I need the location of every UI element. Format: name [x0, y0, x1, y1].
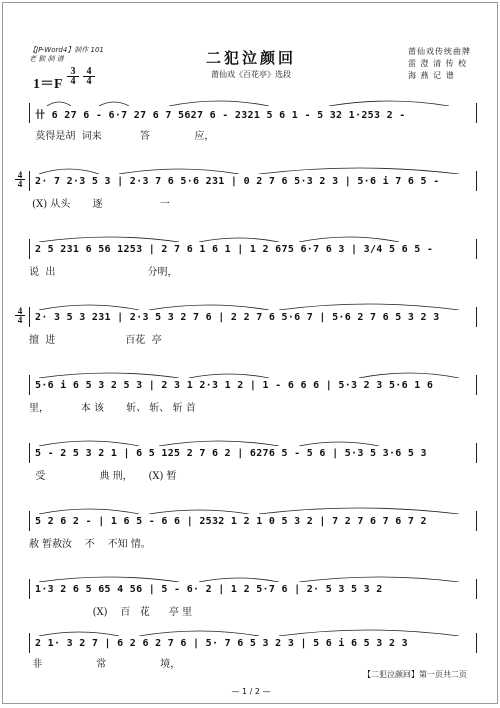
lyrics-line: 擅 进 百花 亭 — [29, 335, 162, 345]
lyrics-line: 莫得是胡 词来 答 应， — [29, 131, 215, 141]
page-number: — 1 / 2 — — [231, 687, 271, 696]
notation-line: 2· 7 2·3 5 3 | 2·3 7 6 5·6 231 | 0 2 7 6 5·3 2 3 | 5·6 i 7 6 5 - — [29, 171, 477, 191]
page-footer-note: 【二犯泣颜回】第一页共二页 — [363, 670, 467, 679]
notation-line: 5 2 6 2 - | 1 6 5 - 6 6 | 2532 1 2 1 0 5 3 2 | 7 2 7 6 7 6 7 2 — [29, 511, 477, 531]
credit-proofreader: 雷 澄 清 传 校 — [408, 59, 468, 68]
lyrics-line: (X) 百 花 亭 里 — [29, 607, 192, 617]
notation-line: 2 1· 3 2 7 | 6 2 6 2 7 6 | 5· 7 6 5 3 2 3 | 5 6 i 6 5 3 2 3 — [29, 633, 477, 653]
lyrics-line: 受 典 刑， (X) 暂 — [29, 471, 177, 481]
credit-origin: 莆仙戏传统曲牌 — [408, 47, 471, 56]
key-signature: 1＝F — [33, 77, 63, 92]
lyrics-line: 里， 本 该 斩、 斩、 斩 首 — [29, 403, 196, 413]
system-time-signature: 4 4 — [15, 307, 25, 324]
lyrics-line: 说 出 分明， — [29, 267, 178, 277]
credit-transcriber: 海 燕 记 谱 — [408, 71, 455, 80]
time-signature-a: 3 4 — [67, 67, 79, 86]
score-title: 二犯泣颜回 — [205, 49, 296, 67]
lyrics-line: 非 常 境， — [29, 659, 181, 669]
score-subtitle: 莆仙戏《百花亭》选段 — [211, 70, 291, 79]
maker-line-1: 【JP-Word4】制作 101 — [29, 46, 104, 54]
notation-line: 5 - 2 5 3 2 1 | 6 5 125 2 7 6 2 | 6276 5 - 5 6 | 5·3 5 3·6 5 3 — [29, 443, 477, 463]
time-signature-b: 4 4 — [83, 67, 95, 86]
lyrics-line: 赦 暂赦汝 不 不知 情。 — [29, 539, 151, 549]
notation-line: 卄 6 27 6 - 6·7 27 6 7 5627 6 - 2321 5 6 1 - 5 32 1·253 2 - — [29, 103, 477, 123]
system-time-signature: 4 4 — [15, 171, 25, 188]
lyrics-line: (X) 从头 逐 一 — [29, 199, 170, 209]
credits — [408, 46, 471, 82]
score-page — [2, 2, 498, 704]
notation-line: 2· 3 5 3 231 | 2·3 5 3 2 7 6 | 2 2 7 6 5·6 7 | 5·6 2 7 6 5 3 2 3 — [29, 307, 477, 327]
notation-line: 1·3 2 6 5 65 4 56 | 5 - 6· 2 | 1 2 5·7 6 | 2· 5 3 5 3 2 — [29, 579, 477, 599]
notation-line: 2 5 231 6 56 1253 | 2 7 6 1 6 1 | 1 2 675 6·7 6 3 | 3/4 5 6 5 - — [29, 239, 477, 259]
notation-line: 5·6 i 6 5 3 2 5 3 | 2 3 1 2·3 1 2 | 1 - 6 6 6 | 5·3 2 3 5·6 1 6 — [29, 375, 477, 395]
maker-line-2: 老 猴 制 谱 — [29, 55, 64, 63]
